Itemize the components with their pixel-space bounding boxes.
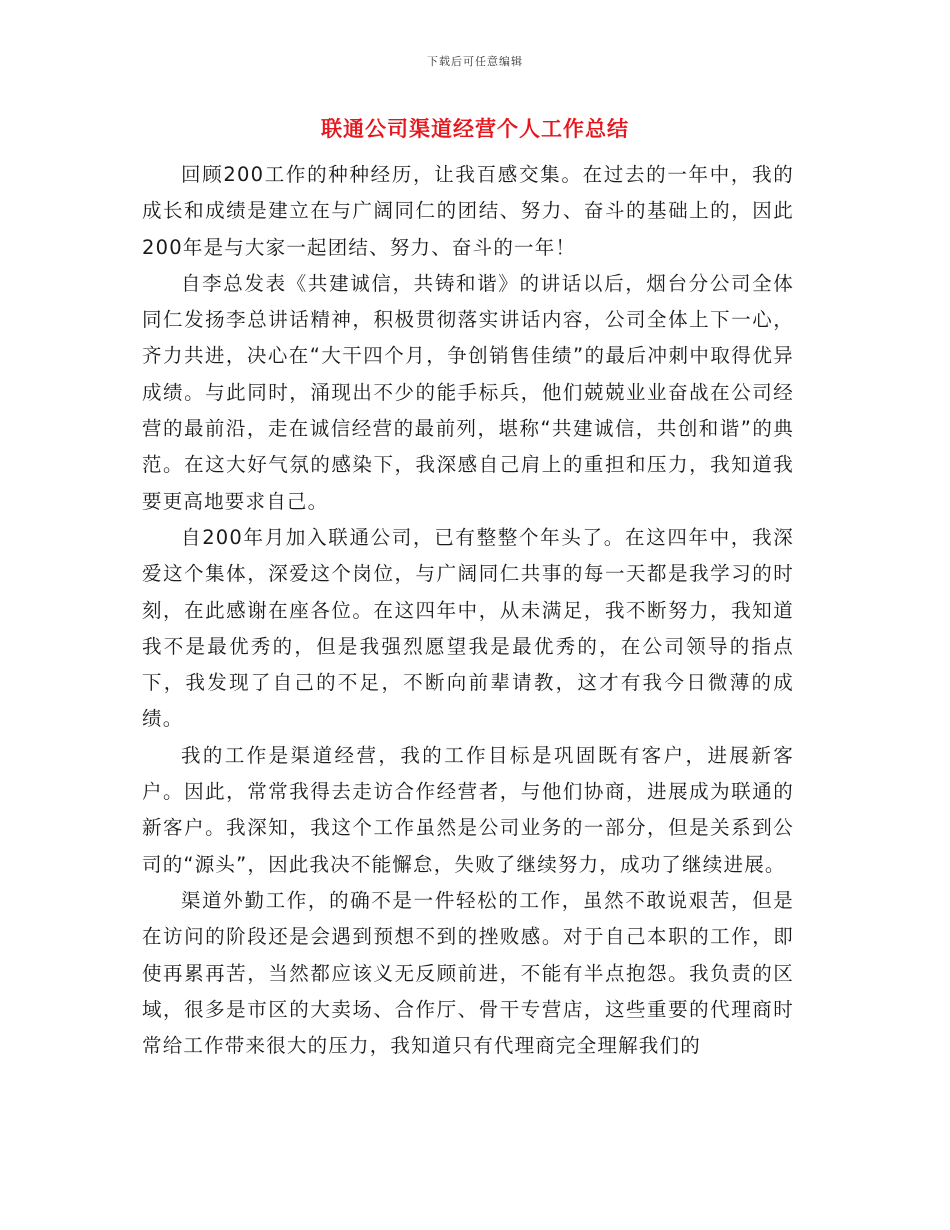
paragraph-1: 回顾200工作的种种经历，让我百感交集。在过去的一年中，我的成长和成绩是建立在与广阔同仁的团结、努力、奋斗的基础上的，因此200年是与大家一起团结、努力、奋斗的一年！ <box>142 163 794 259</box>
paragraph-4: 我的工作是渠道经营，我的工作目标是巩固既有客户，进展新客户。因此，常常我得去走访合作经营者，与他们协商，进展成为联通的新客户。我深知，我这个工作虽然是公司业务的一部分，但是关系到公司的“源头”，因此我决不能懈怠，失败了继续努力，成功了继续进展。 <box>142 743 794 876</box>
paragraph-2: 自李总发表《共建诚信，共铸和谐》的讲话以后，烟台分公司全体同仁发扬李总讲话精神，积极贯彻落实讲话内容，公司全体上下一心，齐力共进，决心在“大干四个月，争创销售佳绩”的最后冲刺中取得优异成绩。与此同时，涌现出不少的能手标兵，他们兢兢业业奋战在公司经营的最前沿，走在诚信经营的最前列，堪称“共建诚信，共创和谐”的典范。在这大好气氛的感染下，我深感自己肩上的重担和压力，我知道我要更高地要求自己。 <box>142 271 794 513</box>
paragraph-3: 自200年月加入联通公司，已有整整个年头了。在这四年中，我深爱这个集体，深爱这个岗位，与广阔同仁共事的每一天都是我学习的时刻，在此感谢在座各位。在这四年中，从未满足，我不断努力，我知道我不是最优秀的，但是我强烈愿望我是最优秀的，在公司领导的指点下，我发现了自己的不足，不断向前辈请教，这才有我今日微薄的成绩。 <box>142 525 794 731</box>
document-body <box>142 157 794 1064</box>
page-header-note: 下载后可任意编辑 <box>427 55 523 68</box>
document-title: 联通公司渠道经营个人工作总结 <box>321 117 629 141</box>
paragraph-5: 渠道外勤工作，的确不是一件轻松的工作，虽然不敢说艰苦，但是在访问的阶段还是会遇到预想不到的挫败感。对于自己本职的工作，即使再累再苦，当然都应该义无反顾前进，不能有半点抱怨。我负责的区域，很多是市区的大卖场、合作厅、骨干专营店，这些重要的代理商时常给工作带来很大的压力，我知道只有代理商完全理解我们的 <box>142 888 794 1058</box>
